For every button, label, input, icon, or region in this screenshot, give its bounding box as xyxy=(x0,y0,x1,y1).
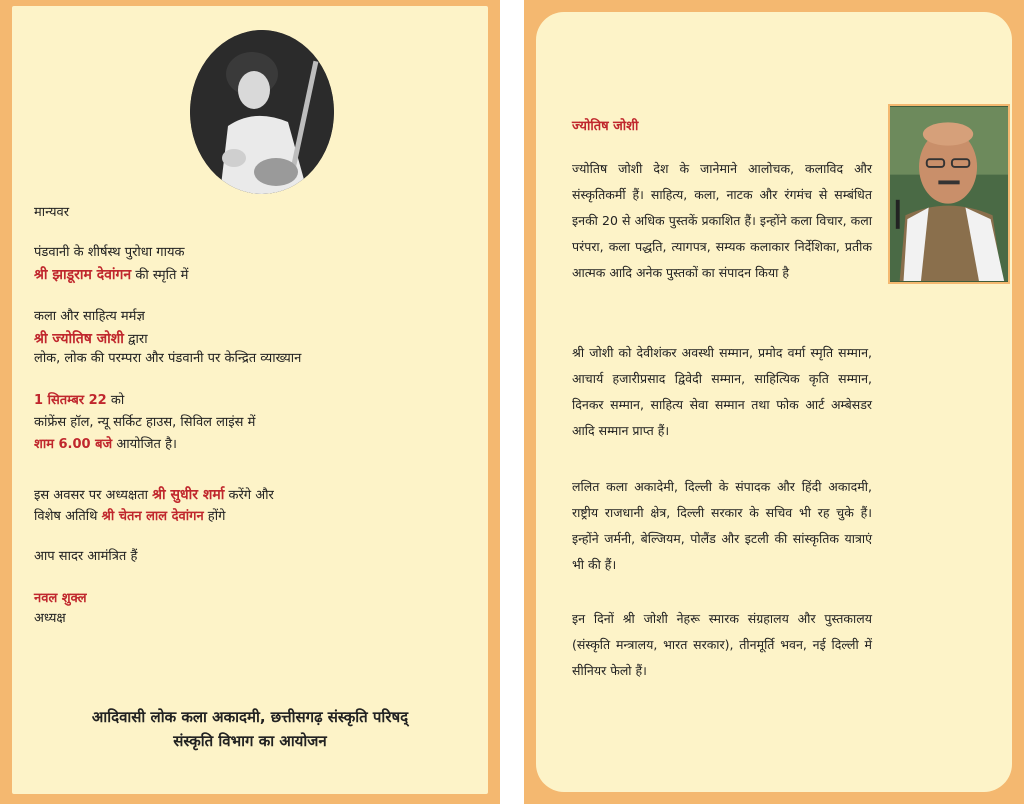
organizer-line: आदिवासी लोक कला अकादमी, छत्तीसगढ़ संस्कृति परिषद् xyxy=(91,708,409,726)
biography-page xyxy=(524,0,1024,804)
time-suffix: आयोजित है। xyxy=(112,437,177,452)
bio-paragraph-3: ललित कला अकादेमी, दिल्ली के संपादक और हिंदी अकादमी, राष्ट्रीय राजधानी क्षेत्र, दिल्ली सरकार के सचिव भी रह चुके हैं। इन्होंने जर्मनी, बेल्जियम, पोलैंड और इटली की सांस्कृतिक यात्राएं भी की हैं। xyxy=(572,479,872,572)
invitation-page xyxy=(0,0,500,804)
bio-paragraph-1: ज्योतिष जोशी देश के जानेमाने आलोचक, कलाविद और संस्कृतिकर्मी हैं। साहित्य, कला, नाटक और रंगमंच से सम्बंधित इनकी 20 से अधिक पुस्तकें प्रकाशित हैं। इन्होंने कला विचार, कला परंपरा, कला पद्धति, त्यागपत्र, सम्यक कलाकार निर्देशिका, प्रतीक आत्मक आदि अनेक पुस्तकों का संपादन किया है xyxy=(572,161,872,280)
bio-title: ज्योतिष जोशी xyxy=(572,119,639,134)
speaker-name: श्री ज्योतिष जोशी xyxy=(34,331,124,347)
chair-prefix: इस अवसर पर अध्यक्षता xyxy=(34,488,153,503)
guest-name: श्री चेतन लाल देवांगन xyxy=(101,509,204,524)
invite-line: आप सादर आमंत्रित हैं xyxy=(34,549,138,564)
organizer-dept: संस्कृति विभाग का आयोजन xyxy=(173,732,327,750)
event-time: शाम 6.00 बजे xyxy=(34,437,113,452)
honoree-name: श्री झाडूराम देवांगन xyxy=(34,267,132,283)
tribute-line: पंडवानी के शीर्षस्थ पुरोधा गायक xyxy=(34,245,185,260)
biography-card xyxy=(536,12,1012,792)
lecture-topic: लोक, लोक की परम्परा और पंडवानी पर केन्द्रित व्याख्यान xyxy=(34,351,302,366)
chair-suffix: करेंगे और xyxy=(224,488,274,503)
bio-paragraph-2: श्री जोशी को देवीशंकर अवस्थी सम्मान, प्रमोद वर्मा स्मृति सम्मान, आचार्य हजारीप्रसाद द्विवेदी सम्मान, साहित्यिक कृति सम्मान, दिनकर सम्मान, साहित्य सेवा सम्मान तथा फोक आर्ट अम्बेसडर आदि सम्मान प्राप्त हैं। xyxy=(572,345,872,438)
chair-name: श्री सुधीर शर्मा xyxy=(152,487,225,503)
signer-role: अध्यक्ष xyxy=(34,611,66,626)
guest-prefix: विशेष अतिथि xyxy=(34,509,102,524)
speaker-intro: कला और साहित्य मर्मज्ञ xyxy=(34,309,145,324)
speaker-suffix: द्वारा xyxy=(123,332,148,347)
salutation: मान्यवर xyxy=(34,205,70,220)
chair-line xyxy=(34,486,274,505)
speaker-line xyxy=(34,330,148,349)
tribute-suffix: की स्मृति में xyxy=(131,268,189,283)
singer-portrait xyxy=(190,30,334,194)
speaker-photo xyxy=(888,104,1010,284)
guest-suffix: होंगे xyxy=(203,509,226,524)
date-suffix: को xyxy=(106,393,125,408)
bio-paragraph-4: इन दिनों श्री जोशी नेहरू स्मारक संग्रहालय और पुस्तकालय (संस्कृति मन्त्रालय, भारत सरकार), तीनमूर्ति भवन, नई दिल्ली में सीनियर फेलो हैं। xyxy=(572,611,872,678)
guest-line xyxy=(34,508,225,526)
event-date: 1 सितम्बर 22 xyxy=(34,393,107,408)
signer-name: नवल शुक्ल xyxy=(34,591,87,606)
date-line xyxy=(34,392,124,410)
tribute-name-line xyxy=(34,266,188,285)
invitation-card xyxy=(12,6,488,794)
venue-line: कांफ्रेंस हॉल, न्यू सर्किट हाउस, सिविल लाइंस में xyxy=(34,415,256,430)
time-line xyxy=(34,436,177,454)
